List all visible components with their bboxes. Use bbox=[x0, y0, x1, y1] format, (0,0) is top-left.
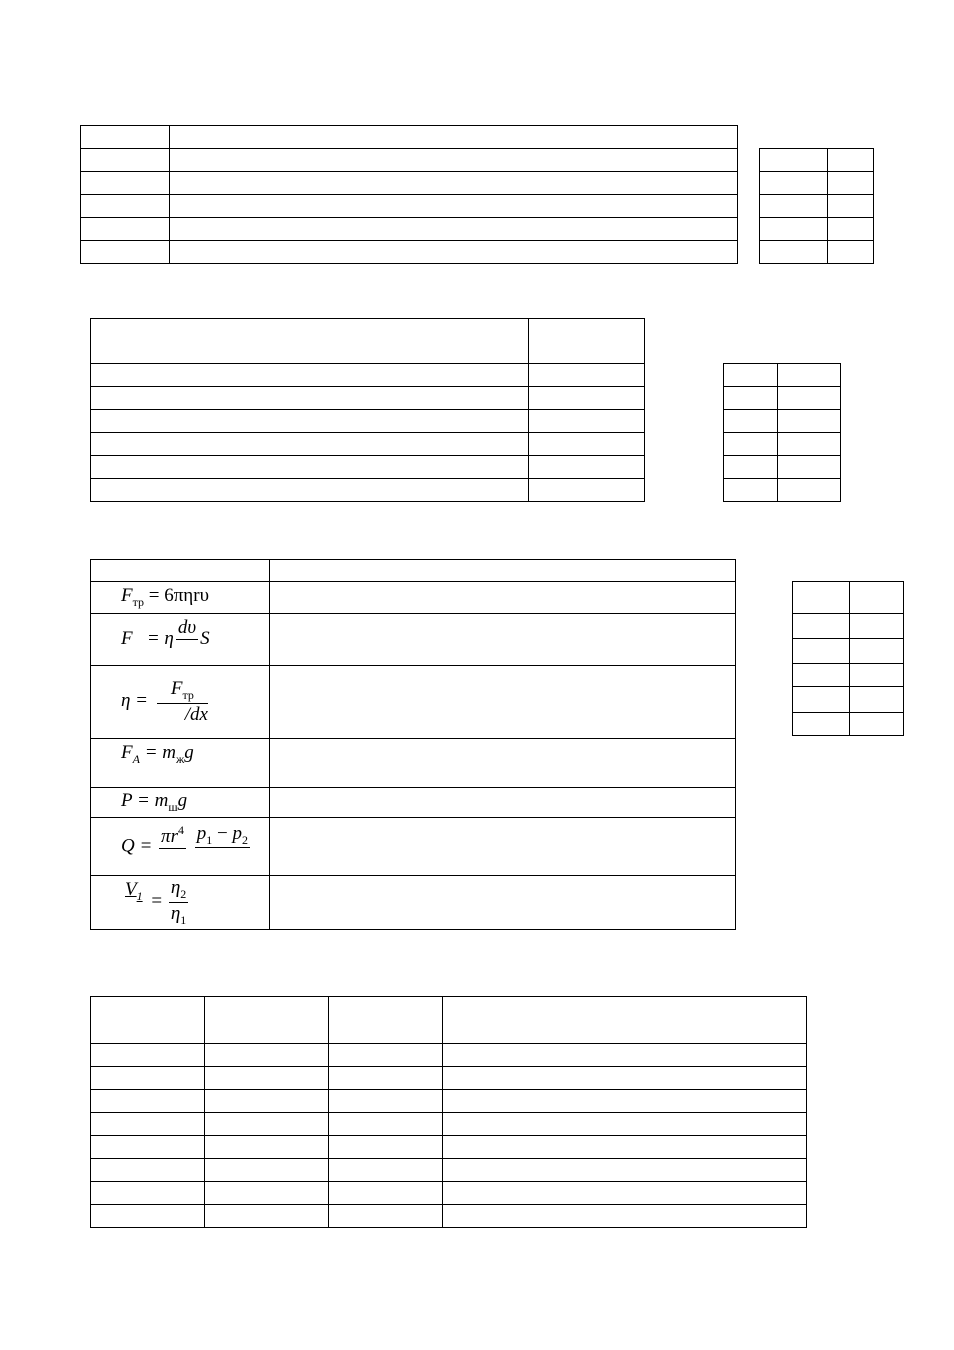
table-4-cell bbox=[443, 1067, 807, 1090]
formula-archimedes bbox=[91, 739, 270, 788]
table-4-cell bbox=[443, 1044, 807, 1067]
table-4-cell bbox=[205, 1113, 329, 1136]
table-4-cell bbox=[205, 1136, 329, 1159]
table-4-cell bbox=[91, 1182, 205, 1205]
table-2-cell bbox=[91, 456, 529, 479]
answer-cell[interactable] bbox=[793, 614, 850, 639]
formula-symbol: F bbox=[170, 678, 183, 700]
table-4-cell bbox=[329, 1044, 443, 1067]
formula-operator: − bbox=[216, 822, 228, 844]
answer-cell[interactable] bbox=[778, 364, 841, 387]
table-4-cell bbox=[329, 1182, 443, 1205]
answer-cell[interactable] bbox=[828, 241, 874, 264]
table-1-cell bbox=[170, 218, 738, 241]
table-1-cell bbox=[170, 149, 738, 172]
formula-fraction bbox=[123, 880, 145, 925]
formula-symbol: F bbox=[121, 742, 133, 763]
formula-subscript: 1 bbox=[206, 832, 213, 847]
formula-numerator: dυ bbox=[177, 617, 197, 639]
formula-superscript: 4 bbox=[177, 822, 184, 837]
formula-denominator: /dx bbox=[184, 703, 208, 725]
table-4-header-cell bbox=[91, 997, 205, 1044]
table-2-cell bbox=[529, 479, 645, 502]
answer-cell[interactable] bbox=[793, 713, 850, 736]
answer-cell[interactable] bbox=[724, 387, 778, 410]
table-1-cell bbox=[170, 195, 738, 218]
table-4-cell bbox=[205, 1044, 329, 1067]
table-2-header-cell bbox=[529, 319, 645, 364]
formula-subscript: тр bbox=[182, 688, 194, 703]
table-2-cell bbox=[91, 479, 529, 502]
answer-cell[interactable] bbox=[850, 664, 904, 687]
answer-cell[interactable] bbox=[850, 614, 904, 639]
formula-symbol: V bbox=[125, 879, 137, 901]
table-4-cell bbox=[91, 1205, 205, 1228]
formula-lhs: Q = bbox=[121, 834, 153, 856]
formula-fraction bbox=[169, 878, 188, 926]
formula-rhs: = 6πηrυ bbox=[148, 585, 209, 606]
formula-symbol: F bbox=[121, 585, 133, 606]
table-2-cell bbox=[91, 433, 529, 456]
formula-denominator bbox=[218, 848, 227, 869]
table-4-cell bbox=[329, 1113, 443, 1136]
formula-symbol: S bbox=[200, 627, 210, 649]
table-1-cell bbox=[170, 126, 738, 149]
answer-cell[interactable] bbox=[724, 433, 778, 456]
formula-numerator bbox=[195, 824, 250, 849]
formula-stokes-drag bbox=[91, 582, 270, 614]
table-1-cell bbox=[81, 172, 170, 195]
formula-subscript: тр bbox=[132, 595, 144, 609]
table-4-cell bbox=[91, 1067, 205, 1090]
formula-subscript: 1 bbox=[180, 913, 187, 927]
table-4-header-cell bbox=[205, 997, 329, 1044]
table-2-header-cell bbox=[91, 319, 529, 364]
table-2-cell bbox=[529, 387, 645, 410]
answer-cell[interactable] bbox=[828, 195, 874, 218]
table-4-cell bbox=[443, 1182, 807, 1205]
table-1-cell bbox=[81, 218, 170, 241]
answer-cell[interactable] bbox=[760, 218, 828, 241]
formula-lhs: P = m bbox=[121, 790, 169, 811]
answer-cell[interactable] bbox=[828, 149, 874, 172]
table-4-cell bbox=[91, 1113, 205, 1136]
formula-numerator bbox=[159, 824, 186, 849]
table-4 bbox=[90, 996, 807, 1228]
table-4-header-cell bbox=[443, 997, 807, 1044]
formula-symbol: πr bbox=[161, 825, 178, 847]
formula-symbol: p bbox=[196, 822, 207, 844]
formula-subscript: 2 bbox=[180, 887, 187, 902]
answer-cell[interactable] bbox=[793, 687, 850, 713]
answer-grid-3 bbox=[792, 581, 904, 736]
formula-rhs: = η bbox=[146, 627, 174, 649]
answer-cell[interactable] bbox=[778, 433, 841, 456]
formula-subscript: ж bbox=[176, 752, 185, 766]
formula-fraction bbox=[176, 618, 198, 661]
formula-fraction bbox=[195, 824, 250, 870]
formula-subscript: 1 bbox=[136, 889, 143, 904]
table-4-cell bbox=[443, 1205, 807, 1228]
table-4-cell bbox=[91, 1159, 205, 1182]
formula-table-cell bbox=[270, 876, 736, 930]
formula-poiseuille bbox=[91, 818, 270, 876]
table-1-cell bbox=[81, 126, 170, 149]
table-4-cell bbox=[205, 1090, 329, 1113]
answer-grid-2 bbox=[723, 363, 841, 502]
formula-symbol: p bbox=[232, 822, 242, 844]
answer-cell[interactable] bbox=[793, 582, 850, 614]
table-4-cell bbox=[205, 1067, 329, 1090]
formula-symbol: g bbox=[177, 790, 188, 811]
answer-cell[interactable] bbox=[850, 687, 904, 713]
table-4-cell bbox=[443, 1090, 807, 1113]
table-4-cell bbox=[205, 1205, 329, 1228]
formula-rhs: = m bbox=[144, 742, 176, 763]
table-4-cell bbox=[329, 1090, 443, 1113]
formula-subscript: A bbox=[132, 752, 140, 766]
formula-viscosity bbox=[91, 666, 270, 739]
table-4-cell bbox=[443, 1136, 807, 1159]
formula-newton-viscosity bbox=[91, 614, 270, 666]
formula-denominator bbox=[168, 849, 177, 870]
table-1-cell bbox=[170, 241, 738, 264]
formula-table-header-cell bbox=[91, 560, 270, 582]
formula-weight bbox=[91, 788, 270, 818]
formula-fraction bbox=[155, 679, 210, 725]
answer-cell[interactable] bbox=[724, 410, 778, 433]
answer-cell[interactable] bbox=[778, 410, 841, 433]
table-4-cell bbox=[91, 1136, 205, 1159]
formula-fraction bbox=[159, 824, 186, 870]
formula-subscript: ш bbox=[168, 800, 178, 814]
answer-cell[interactable] bbox=[760, 149, 828, 172]
table-2-cell bbox=[529, 364, 645, 387]
answer-cell[interactable] bbox=[850, 639, 904, 664]
table-1-cell bbox=[170, 172, 738, 195]
answer-cell[interactable] bbox=[724, 456, 778, 479]
table-4-cell bbox=[443, 1113, 807, 1136]
table-2-cell bbox=[91, 387, 529, 410]
answer-cell[interactable] bbox=[760, 195, 828, 218]
table-2-cell bbox=[91, 410, 529, 433]
formula-lhs: η = bbox=[121, 690, 148, 712]
answer-cell[interactable] bbox=[778, 456, 841, 479]
formula-numerator bbox=[169, 878, 188, 903]
table-2-cell bbox=[529, 456, 645, 479]
table-4-cell bbox=[329, 1205, 443, 1228]
table-1-cell bbox=[81, 195, 170, 218]
table-4-cell bbox=[329, 1136, 443, 1159]
table-1-cell bbox=[81, 241, 170, 264]
table-4-cell bbox=[443, 1159, 807, 1182]
formula-table-cell bbox=[270, 739, 736, 788]
formula-table-cell bbox=[270, 666, 736, 739]
table-1-cell bbox=[81, 149, 170, 172]
formula-table-cell bbox=[270, 614, 736, 666]
formula-numerator bbox=[123, 880, 145, 904]
formula-table-cell bbox=[270, 582, 736, 614]
formula-denominator bbox=[129, 904, 138, 925]
answer-cell[interactable] bbox=[778, 387, 841, 410]
answer-cell[interactable] bbox=[760, 172, 828, 195]
answer-cell[interactable] bbox=[828, 172, 874, 195]
answer-cell[interactable] bbox=[760, 241, 828, 264]
answer-grid-1 bbox=[759, 148, 874, 264]
table-4-cell bbox=[329, 1067, 443, 1090]
table-2-cell bbox=[529, 410, 645, 433]
answer-cell[interactable] bbox=[850, 582, 904, 614]
table-4-header-cell bbox=[329, 997, 443, 1044]
table-4-cell bbox=[329, 1159, 443, 1182]
formula-ratio bbox=[91, 876, 270, 930]
formula-table bbox=[90, 559, 736, 930]
formula-symbol: η bbox=[170, 877, 181, 899]
answer-cell[interactable] bbox=[793, 639, 850, 664]
formula-denominator bbox=[169, 903, 188, 927]
table-2 bbox=[90, 318, 645, 502]
answer-cell[interactable] bbox=[724, 479, 778, 502]
formula-subscript: 2 bbox=[241, 832, 248, 847]
table-4-cell bbox=[91, 1044, 205, 1067]
table-1 bbox=[80, 125, 738, 264]
table-4-cell bbox=[205, 1159, 329, 1182]
answer-cell[interactable] bbox=[850, 713, 904, 736]
answer-cell[interactable] bbox=[778, 479, 841, 502]
formula-symbol: g bbox=[184, 742, 194, 763]
formula-symbol: F bbox=[121, 627, 133, 649]
table-4-cell bbox=[205, 1182, 329, 1205]
formula-table-cell bbox=[270, 818, 736, 876]
formula-denominator bbox=[183, 640, 192, 661]
table-2-cell bbox=[91, 364, 529, 387]
formula-table-header-cell bbox=[270, 560, 736, 582]
table-2-cell bbox=[529, 433, 645, 456]
answer-cell[interactable] bbox=[724, 364, 778, 387]
table-4-cell bbox=[91, 1090, 205, 1113]
formula-symbol: η bbox=[170, 903, 181, 924]
formula-operator: = bbox=[151, 890, 163, 912]
formula-numerator bbox=[157, 679, 208, 704]
answer-cell[interactable] bbox=[793, 664, 850, 687]
answer-cell[interactable] bbox=[828, 218, 874, 241]
formula-table-cell bbox=[270, 788, 736, 818]
